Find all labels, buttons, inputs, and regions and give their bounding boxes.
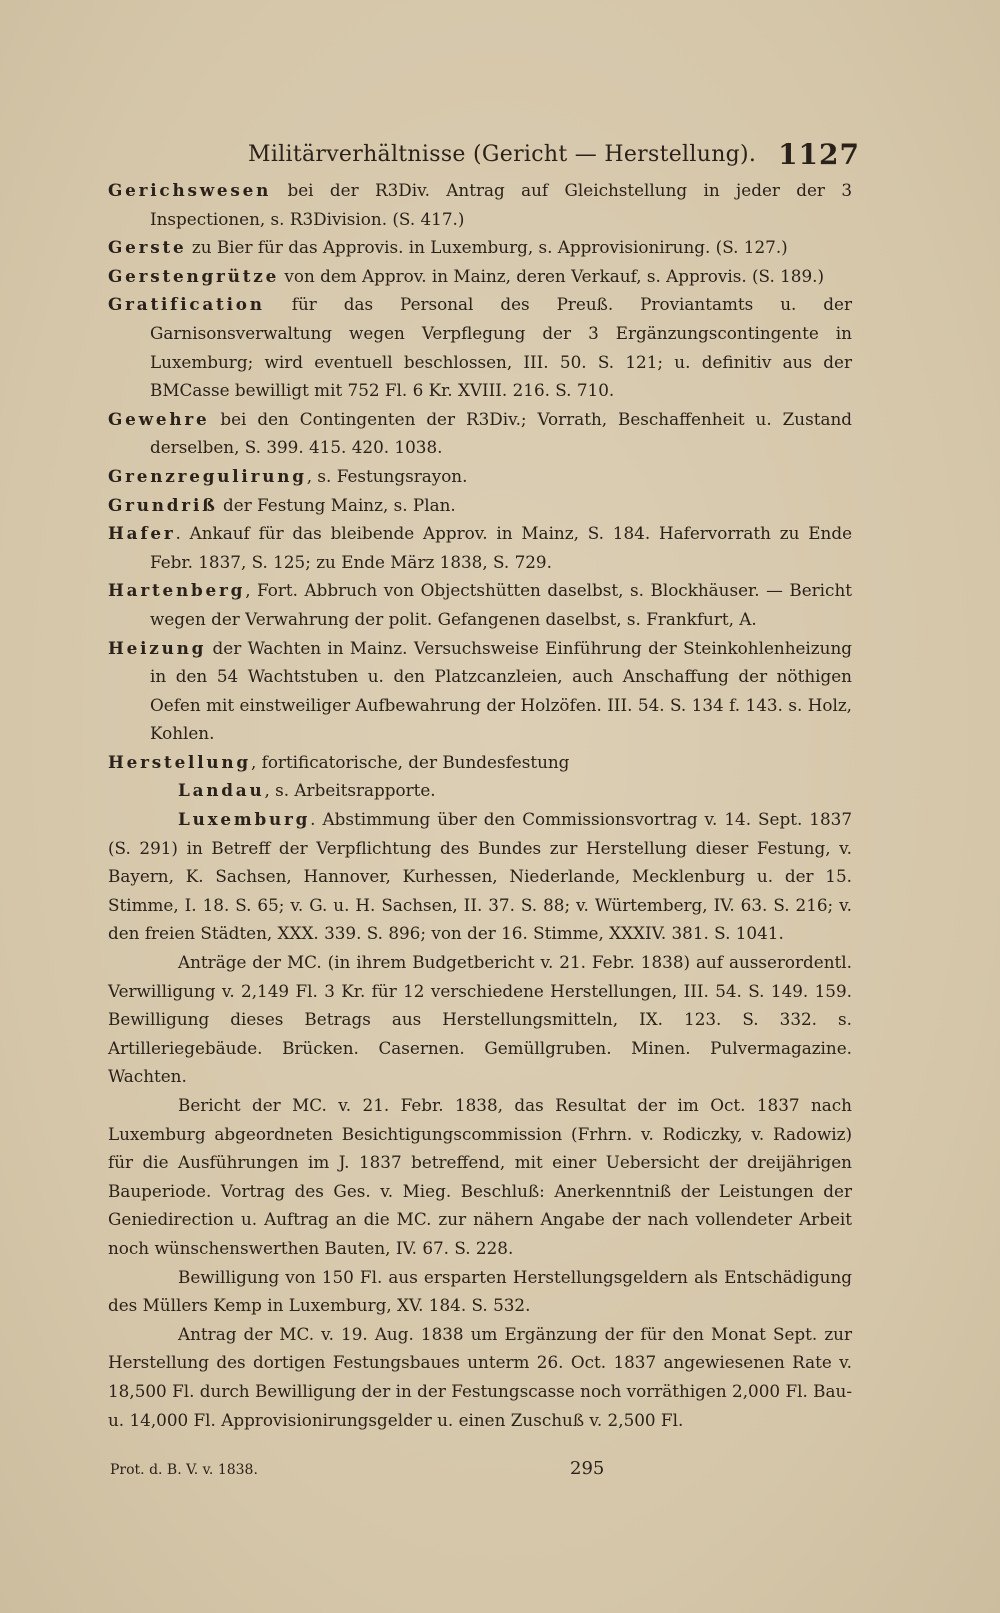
entry-head: Gerstengrütze bbox=[108, 265, 280, 286]
footer-source: Prot. d. B. V. v. 1838. bbox=[110, 1462, 258, 1478]
entry-head: Hafer bbox=[108, 523, 176, 544]
footer-signature-number: 295 bbox=[570, 1458, 605, 1479]
page-footer bbox=[110, 1458, 854, 1488]
index-entry bbox=[108, 519, 852, 576]
entry-head: Heizung bbox=[108, 637, 207, 658]
body-paragraph: Bewilligung von 150 Fl. aus ersparten Herstellungsgeldern als Entschädigung des Müllers Kemp in Luxemburg, XV. 184. S. 532. bbox=[108, 1266, 852, 1316]
entry-head: Grundriß bbox=[108, 494, 218, 515]
entry-text: bei der R3Div. Antrag auf Gleichstellung in jeder der 3 Inspectionen, s. R3Division. (S. 417.) bbox=[150, 180, 852, 229]
entry-head: Herstellung bbox=[108, 751, 251, 772]
entry-text: für das Personal des Preuß. Proviantamts u. der Garnisonsverwaltung wegen Verpflegung der 3 Ergänzungscontingente in Luxemburg; wird eventuell beschlossen, III. 50. S. 121; u. definitiv aus der BMCasse bewilligt mit 752 Fl. 6 Kr. XVIII. 216. S. 710. bbox=[150, 294, 852, 401]
index-entry bbox=[108, 176, 852, 233]
entry-text: . Ankauf für das bleibende Approv. in Mainz, S. 184. Hafervorrath zu Ende Febr. 1837, S. 125; zu Ende März 1838, S. 729. bbox=[150, 523, 852, 572]
body-paragraph: Bericht der MC. v. 21. Febr. 1838, das Resultat der im Oct. 1837 nach Luxemburg abgeordneten Besichtigungscommission (Frhrn. v. Rodiczky, v. Radowiz) für die Ausführungen im J. 1837 betreffend, mit einer Uebersicht der dreijährigen Bauperiode. Vortrag des Ges. v. Mieg. Beschluß: Anerkenntniß der Leistungen der Geniedirection u. Auftrag an die MC. zur nähern Angabe der nach vollendeter Arbeit noch wünschenswerthen Bauten, IV. 67. S. 228. bbox=[108, 1095, 852, 1258]
entry-text: der Wachten in Mainz. Versuchsweise Einführung der Steinkohlenheizung in den 54 Wachtstuben u. den Platzcanzleien, auch Anschaffung der nöthigen Oefen mit einstweiliger Aufbewahrung der Holzöfen. III. 54. S. 134 f. 143. s. Holz, Kohlen. bbox=[150, 637, 852, 744]
index-subentry bbox=[108, 805, 852, 948]
index-subentry bbox=[108, 776, 852, 805]
entry-text: , s. Festungsrayon. bbox=[306, 465, 468, 486]
index-entry bbox=[108, 233, 852, 262]
index-entry bbox=[108, 405, 852, 462]
index-entry bbox=[108, 634, 852, 748]
entry-text: , Fort. Abbruch von Objectshütten daselbst, s. Blockhäuser. — Bericht wegen der Verwahrung der polit. Gefangenen daselbst, s. Frankfurt, A. bbox=[150, 580, 852, 629]
entry-text: , fortificatorische, der Bundesfestung bbox=[250, 751, 570, 772]
index-entry bbox=[108, 262, 852, 291]
index-entry bbox=[108, 748, 852, 777]
page-number: 1127 bbox=[778, 138, 860, 171]
subentry-text: . Abstimmung über den Commissionsvortrag v. 14. Sept. 1837 (S. 291) in Betreff der Verpflichtung des Bundes zur Herstellung dieser Festung, v. Bayern, K. Sachsen, Hannover, Kurhessen, Niederlande, Mecklenburg u. der 15. Stimme, I. 18. S. 65; v. G. u. H. Sachsen, II. 37. S. 88; v. Würtemberg, IV. 63. S. 216; v. den freien Städten, XXX. 339. S. 896; von der 16. Stimme, XXXIV. 381. S. 1041. bbox=[108, 809, 852, 944]
index-entry bbox=[108, 576, 852, 633]
entry-text: der Festung Mainz, s. Plan. bbox=[217, 494, 456, 515]
entry-text: zu Bier für das Approvis. in Luxemburg, s. Approvisionirung. (S. 127.) bbox=[186, 237, 788, 258]
index-entry bbox=[108, 462, 852, 491]
body-paragraph: Anträge der MC. (in ihrem Budgetbericht v. 21. Febr. 1838) auf ausserordentl. Verwilligung v. 2,149 Fl. 3 Kr. für 12 verschiedene Herstellungen, III. 54. S. 149. 159. Bewilligung dieses Betrags aus Herstellungsmitteln, IX. 123. S. 332. s. Artilleriegebäude. Brücken. Casernen. Gemüllgruben. Minen. Pulvermagazine. Wachten. bbox=[108, 952, 852, 1087]
subentry-head: Landau bbox=[178, 780, 265, 801]
subentry-text: , s. Arbeitsrapporte. bbox=[264, 780, 436, 801]
index-entry bbox=[108, 491, 852, 520]
subentry-head: Luxemburg bbox=[178, 809, 311, 830]
entry-text: von dem Approv. in Mainz, deren Verkauf, s. Approvis. (S. 189.) bbox=[279, 265, 825, 286]
entry-head: Gewehre bbox=[108, 408, 210, 429]
index-entry bbox=[108, 290, 852, 404]
entry-head: Gerichswesen bbox=[108, 180, 272, 200]
entry-head: Grenzregulirung bbox=[108, 465, 307, 486]
entry-head: Hartenberg bbox=[108, 580, 246, 601]
page-title: Militärverhältnisse (Gericht — Herstellung). bbox=[248, 142, 757, 167]
entry-head: Gratification bbox=[108, 294, 265, 315]
running-header bbox=[110, 136, 860, 176]
body-paragraph: Antrag der MC. v. 19. Aug. 1838 um Ergänzung der für den Monat Sept. zur Herstellung des dortigen Festungsbaues unterm 26. Oct. 1837 angewiesenen Rate v. 18,500 Fl. durch Bewilligung der in der Festungscasse noch vorräthigen 2,000 Fl. Bau- u. 14,000 Fl. Approvisionirungsgelder u. einen Zuschuß v. 2,500 Fl. bbox=[108, 1323, 852, 1430]
index-body bbox=[108, 176, 852, 1434]
entry-head: Gerste bbox=[108, 237, 187, 258]
entry-text: bei den Contingenten der R3Div.; Vorrath, Beschaffenheit u. Zustand derselben, S. 399. 415. 420. 1038. bbox=[150, 408, 852, 458]
